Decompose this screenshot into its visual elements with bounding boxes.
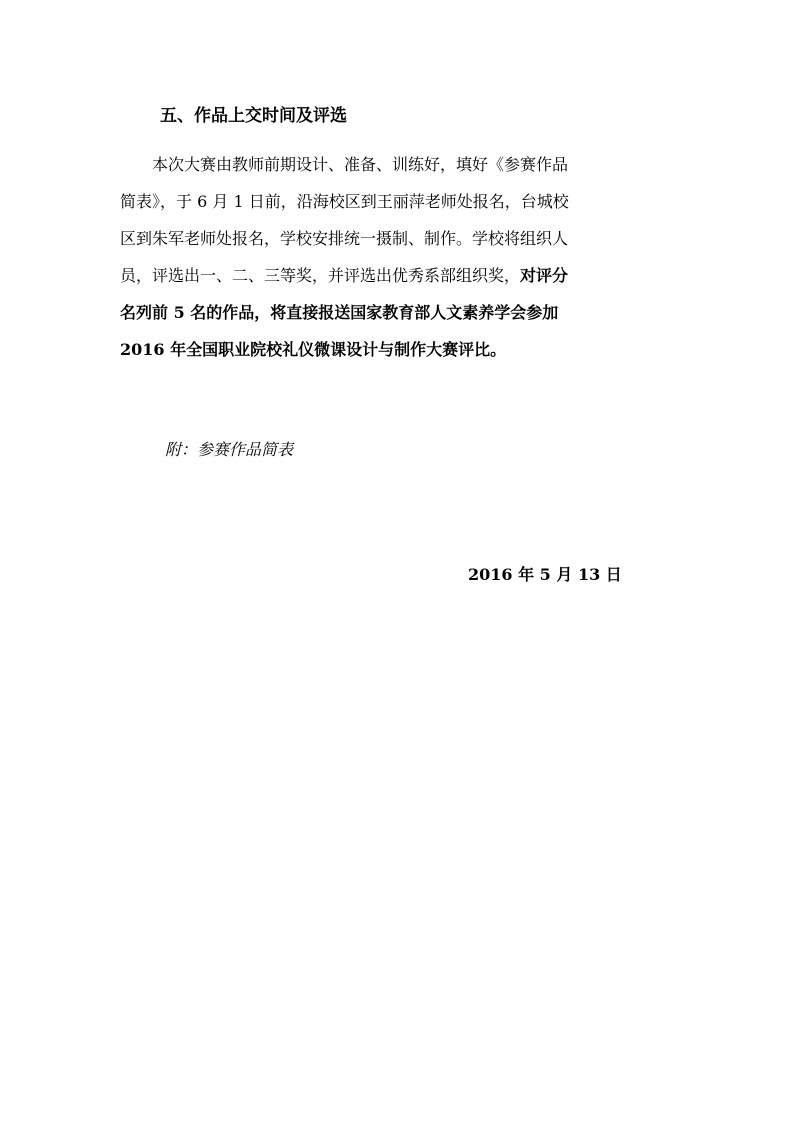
body-paragraph [120, 146, 640, 368]
paragraph-line-5: 名列前 5 名的作品，将直接报送国家教育部人文素养学会参加 [120, 303, 559, 322]
paragraph-line-3: 区到朱军老师处报名，学校安排统一摄制、制作。学校将组织人 [120, 229, 569, 248]
paragraph-line-1: 本次大赛由教师前期设计、准备、训练好，填好《参赛作品 [152, 155, 569, 174]
paragraph-line-4 [120, 257, 640, 294]
paragraph-line-4-normal: 员，评选出一、二、三等奖，并评选出优秀系部组织奖， [120, 266, 521, 285]
paragraph-line-4-bold: 对评分 [520, 266, 569, 285]
section-heading: 五、作品上交时间及评选 [160, 106, 347, 126]
paragraph-line-2: 简表》，于 6 月 1 日前，沿海校区到王丽萍老师处报名，台城校 [120, 192, 569, 211]
attachment-note: 附：参赛作品简表 [165, 440, 294, 459]
document-date: 2016 年 5 月 13 日 [468, 565, 622, 584]
paragraph-line-6: 2016 年全国职业院校礼仪微课设计与制作大赛评比。 [120, 340, 507, 359]
